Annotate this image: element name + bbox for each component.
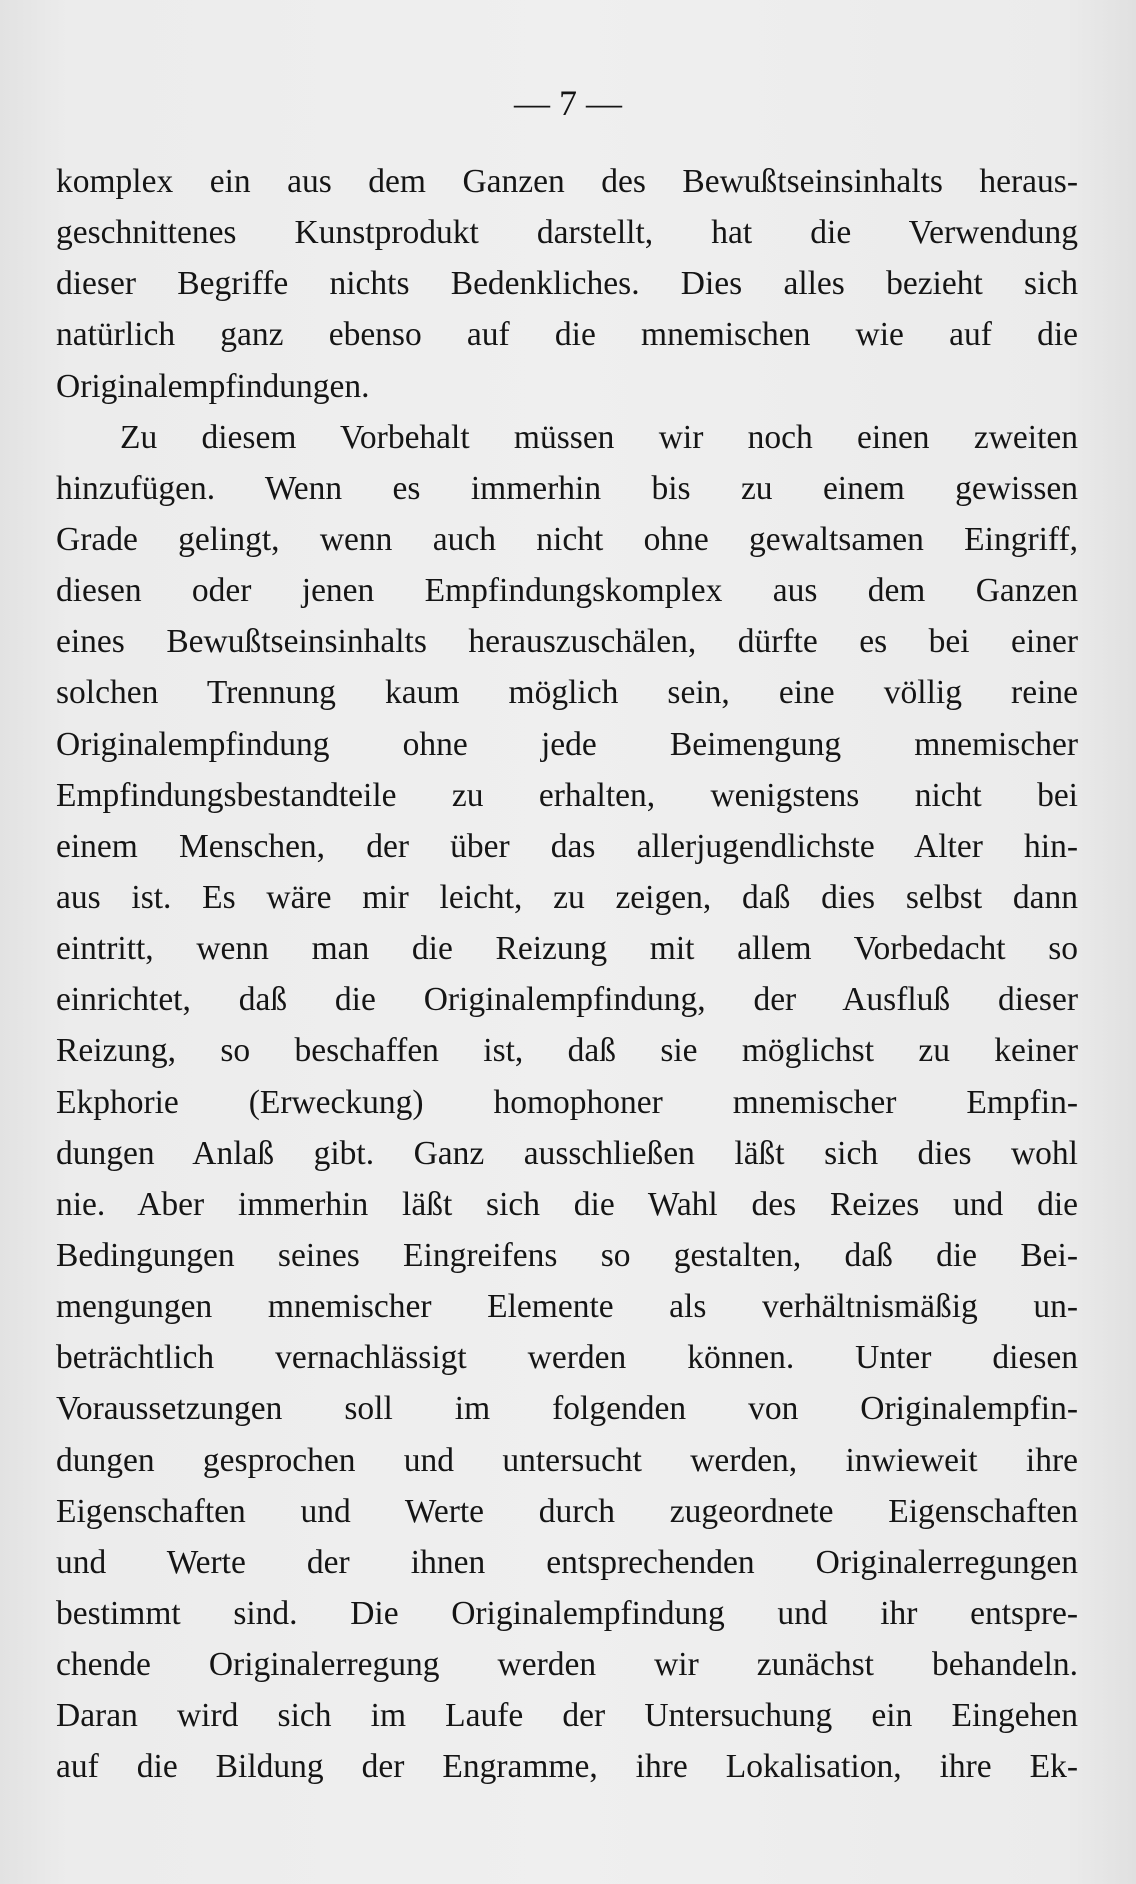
text-line: Originalempfindung ohne jede Beimengung mnemischer xyxy=(56,725,1078,763)
text-line: eines Bewußtseinsinhalts herauszuschälen, dürfte es bei einer xyxy=(56,623,1078,661)
text-line: Eigenschaften und Werte durch zugeordnete Eigenschaften xyxy=(56,1492,1078,1530)
text-line: Ekphorie (Erweckung) homophoner mnemischer Empfin- xyxy=(56,1083,1078,1121)
text-line: hinzufügen. Wenn es immerhin bis zu einem gewissen xyxy=(56,469,1078,507)
text-line: dieser Begriffe nichts Bedenkliches. Dies alles bezieht sich xyxy=(56,265,1078,303)
text-line: aus ist. Es wäre mir leicht, zu zeigen, daß dies selbst dann xyxy=(56,878,1078,916)
text-line: bestimmt sind. Die Originalempfindung und ihr entspre- xyxy=(56,1594,1078,1632)
text-line-paragraph-end: Originalempfindungen. xyxy=(56,367,370,405)
page-number: — 7 — xyxy=(514,83,622,123)
text-line: einrichtet, daß die Originalempfindung, der Ausfluß dieser xyxy=(56,981,1078,1019)
text-line: diesen oder jenen Empfindungskomplex aus dem Ganzen xyxy=(56,572,1078,610)
text-line: auf die Bildung der Engramme, ihre Lokalisation, ihre Ek- xyxy=(56,1748,1078,1786)
text-line: Grade gelingt, wenn auch nicht ohne gewaltsamen Eingriff, xyxy=(56,520,1078,558)
text-line: beträchtlich vernachlässigt werden können. Unter diesen xyxy=(56,1339,1078,1377)
text-line: Bedingungen seines Eingreifens so gestalten, daß die Bei- xyxy=(56,1236,1078,1274)
text-line: und Werte der ihnen entsprechenden Originalerregungen xyxy=(56,1543,1078,1581)
text-line: solchen Trennung kaum möglich sein, eine völlig reine xyxy=(56,674,1078,712)
text-line: dungen Anlaß gibt. Ganz ausschließen läßt sich dies wohl xyxy=(56,1134,1078,1172)
text-line: Daran wird sich im Laufe der Untersuchung ein Eingehen xyxy=(56,1697,1078,1735)
text-line: geschnittenes Kunstprodukt darstellt, hat die Verwendung xyxy=(56,214,1078,252)
text-line: komplex ein aus dem Ganzen des Bewußtseinsinhalts heraus- xyxy=(56,163,1078,200)
body-text xyxy=(56,156,1078,1793)
text-line: nie. Aber immerhin läßt sich die Wahl des Reizes und die xyxy=(56,1185,1078,1223)
text-line: natürlich ganz ebenso auf die mnemischen wie auf die xyxy=(56,316,1078,354)
text-line-paragraph-start: Zu diesem Vorbehalt müssen wir noch einen zweiten xyxy=(120,418,1078,456)
text-line: chende Originalerregung werden wir zunächst behandeln. xyxy=(56,1646,1078,1684)
text-line: Reizung, so beschaffen ist, daß sie möglichst zu keiner xyxy=(56,1032,1078,1070)
text-line: Voraussetzungen soll im folgenden von Originalempfin- xyxy=(56,1390,1078,1428)
text-line: eintritt, wenn man die Reizung mit allem Vorbedacht so xyxy=(56,930,1078,968)
text-line: einem Menschen, der über das allerjugendlichste Alter hin- xyxy=(56,827,1078,865)
text-line: mengungen mnemischer Elemente als verhältnismäßig un- xyxy=(56,1288,1078,1326)
text-line: Empfindungsbestandteile zu erhalten, wenigstens nicht bei xyxy=(56,776,1078,814)
text-line: dungen gesprochen und untersucht werden, inwieweit ihre xyxy=(56,1441,1078,1479)
